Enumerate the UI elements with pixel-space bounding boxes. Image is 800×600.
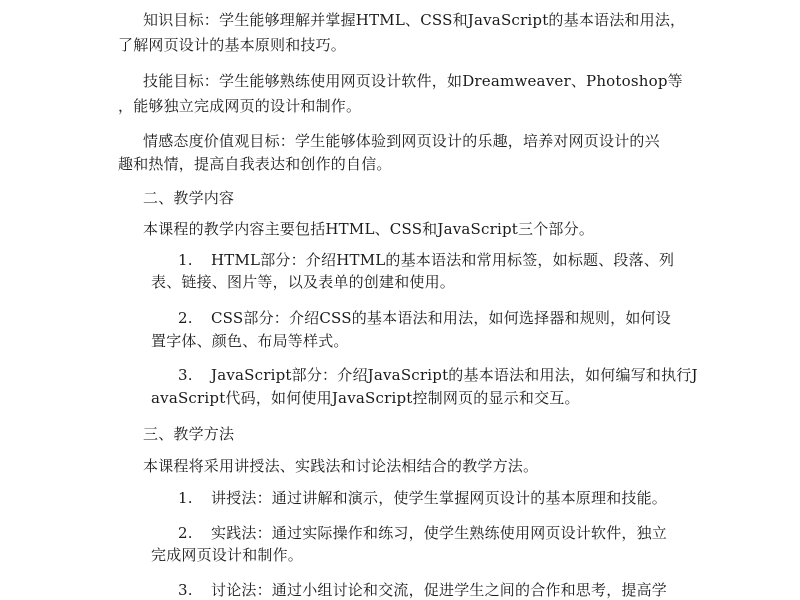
method-item-practice-line2: 完成网页设计和制作。 — [151, 546, 304, 564]
method-item-lecture: 讲授法：通过讲解和演示，使学生掌握网页设计的基本原理和技能。 — [211, 489, 668, 507]
section-heading-methods: 三、教学方法 — [143, 425, 235, 443]
skill-objective-line1: 技能目标：学生能够熟练使用网页设计软件，如Dreamweaver、Photoshop等 — [143, 72, 683, 90]
method-item-number: 1. — [178, 489, 193, 507]
content-item-html-line2: 表、链接、图片等，以及表单的创建和使用。 — [151, 273, 456, 291]
content-item-css-line1: CSS部分：介绍CSS的基本语法和用法，如何选择器和规则，如何设 — [211, 309, 671, 327]
content-item-javascript-line2: avaScript代码，如何使用JavaScript控制网页的显示和交互。 — [151, 389, 580, 407]
section-heading-content: 二、教学内容 — [143, 189, 235, 207]
method-item-number: 2. — [178, 524, 193, 542]
content-item-css-line2: 置字体、颜色、布局等样式。 — [151, 332, 349, 350]
method-item-discussion-line1: 讨论法：通过小组讨论和交流，促进学生之间的合作和思考，提高学 — [211, 581, 668, 599]
content-item-javascript-line1: JavaScript部分：介绍JavaScript的基本语法和用法，如何编写和执行J — [211, 366, 698, 384]
content-item-number: 3. — [178, 366, 193, 384]
skill-objective-line2: ，能够独立完成网页的设计和制作。 — [118, 97, 362, 115]
knowledge-objective-line2: 了解网页设计的基本原则和技巧。 — [118, 36, 347, 54]
section2-intro: 本课程的教学内容主要包括HTML、CSS和JavaScript三个部分。 — [143, 220, 595, 238]
content-item-html-line1: HTML部分：介绍HTML的基本语法和常用标签，如标题、段落、列 — [211, 251, 675, 269]
attitude-objective-line1: 情感态度价值观目标：学生能够体验到网页设计的乐趣，培养对网页设计的兴 — [143, 132, 660, 150]
content-item-number: 1. — [178, 251, 193, 269]
method-item-number: 3. — [178, 581, 193, 599]
content-item-number: 2. — [178, 309, 193, 327]
knowledge-objective-line1: 知识目标：学生能够理解并掌握HTML、CSS和JavaScript的基本语法和用法， — [143, 11, 686, 29]
attitude-objective-line2: 趣和热情，提高自我表达和创作的自信。 — [118, 155, 392, 173]
section3-intro: 本课程将采用讲授法、实践法和讨论法相结合的教学方法。 — [143, 457, 539, 475]
method-item-practice-line1: 实践法：通过实际操作和练习，使学生熟练使用网页设计软件，独立 — [211, 524, 668, 542]
